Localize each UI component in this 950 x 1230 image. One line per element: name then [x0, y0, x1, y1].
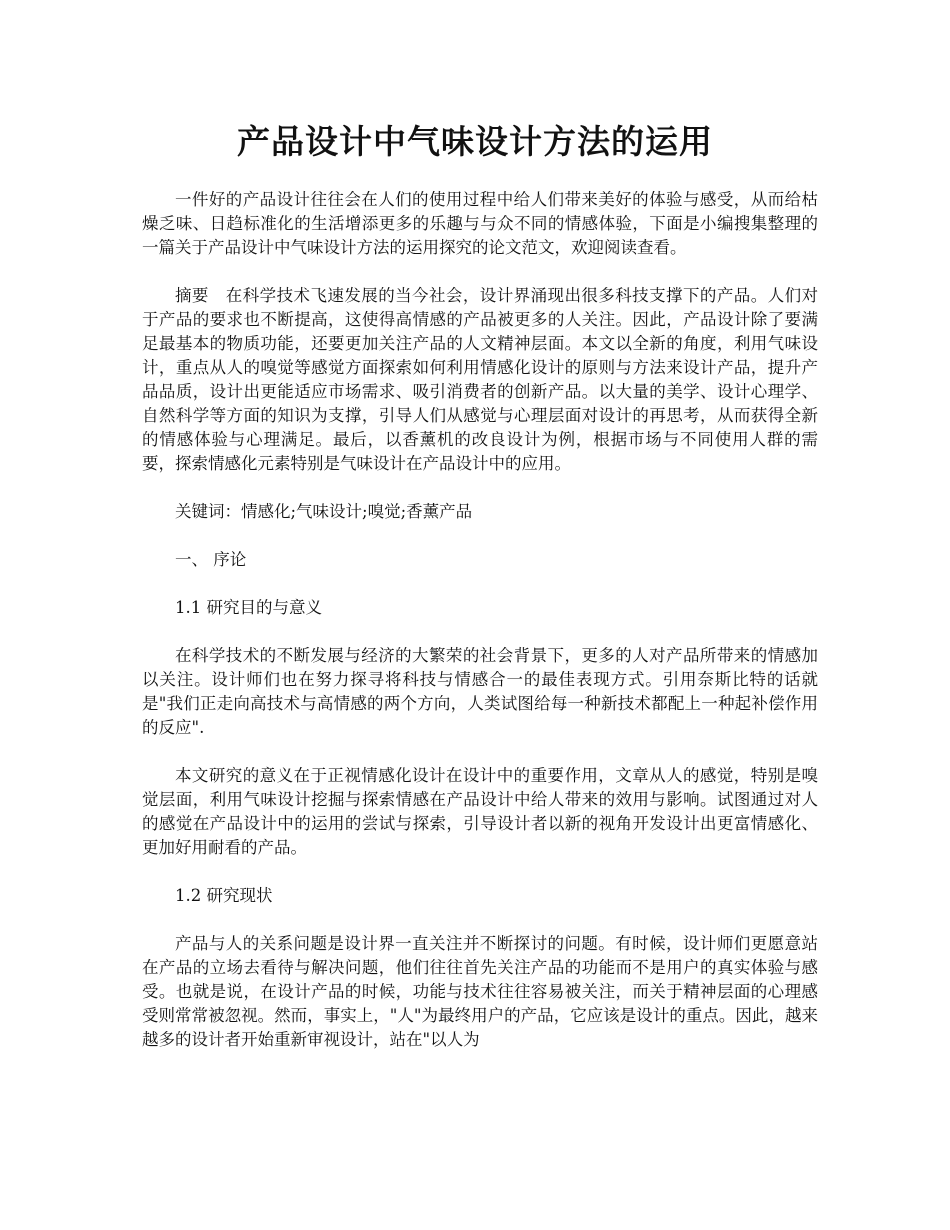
document-title: 产品设计中气味设计方法的运用 [237, 122, 713, 161]
section-heading-1-1: 1.1 研究目的与意义 [175, 598, 322, 617]
paragraph-spacer [142, 260, 818, 284]
paragraph-spacer [142, 476, 818, 500]
body-paragraph: 本文研究的意义在于正视情感化设计在设计中的重要作用，文章从人的感觉，特别是嗅觉层面，利用气味设计挖掘与探索情感在产品设计中给人带来的效用与影响。试图通过对人的感觉在产品设计中的运用的尝试与探索，引导设计者以新的视角开发设计出更富情感化、更加好用耐看的产品。 [142, 766, 818, 857]
paragraph-spacer [142, 572, 818, 596]
section-heading-introduction: 一、 序论 [175, 550, 247, 569]
keywords-line: 关键词：情感化;气味设计;嗅觉;香薰产品 [175, 502, 473, 521]
body-paragraph: 产品与人的关系问题是设计界一直关注并不断探讨的问题。有时候，设计师们更愿意站在产品的立场去看待与解决问题，他们往往首先关注产品的功能而不是用户的真实体验与感受。也就是说，在设计产品的时候，功能与技术往往容易被关注，而关于精神层面的心理感受则常常被忽视。然而，事实上，"人"为最终用户的产品，它应该是设计的重点。因此，越来越多的设计者开始重新审视设计，站在"以人为 [142, 934, 818, 1049]
paragraph-spacer [142, 860, 818, 884]
paragraph-spacer [142, 620, 818, 644]
abstract-paragraph: 摘要 在科学技术飞速发展的当今社会，设计界涌现出很多科技支撑下的产品。人们对于产品的要求也不断提高，这使得高情感的产品被更多的人关注。因此，产品设计除了要满足最基本的物质功能，还要更加关注产品的人文精神层面。本文以全新的角度，利用气味设计，重点从人的嗅觉等感觉方面探索如何利用情感化设计的原则与方法来设计产品，提升产品品质，设计出更能适应市场需求、吸引消费者的创新产品。以大量的美学、设计心理学、自然科学等方面的知识为支撑，引导人们从感觉与心理层面对设计的再思考，从而获得全新的情感体验与心理满足。最后，以香薰机的改良设计为例，根据市场与不同使用人群的需要，探索情感化元素特别是气味设计在产品设计中的应用。 [142, 286, 818, 473]
paragraph-spacer [142, 740, 818, 764]
paragraph-spacer [142, 908, 818, 932]
body-paragraph: 在科学技术的不断发展与经济的大繁荣的社会背景下，更多的人对产品所带来的情感加以关注。设计师们也在努力探寻将科技与情感合一的最佳表现方式。引用奈斯比特的话就是"我们正走向高技术与高情感的两个方向，人类试图给每一种新技术都配上一种起补偿作用的反应". [142, 646, 818, 737]
section-heading-1-2: 1.2 研究现状 [175, 886, 273, 905]
document-body [142, 188, 818, 1052]
paragraph-spacer [142, 524, 818, 548]
intro-paragraph: 一件好的产品设计往往会在人们的使用过程中给人们带来美好的体验与感受，从而给枯燥乏味、日趋标准化的生活增添更多的乐趣与与众不同的情感体验，下面是小编搜集整理的一篇关于产品设计中气味设计方法的运用探究的论文范文，欢迎阅读查看。 [142, 190, 818, 257]
